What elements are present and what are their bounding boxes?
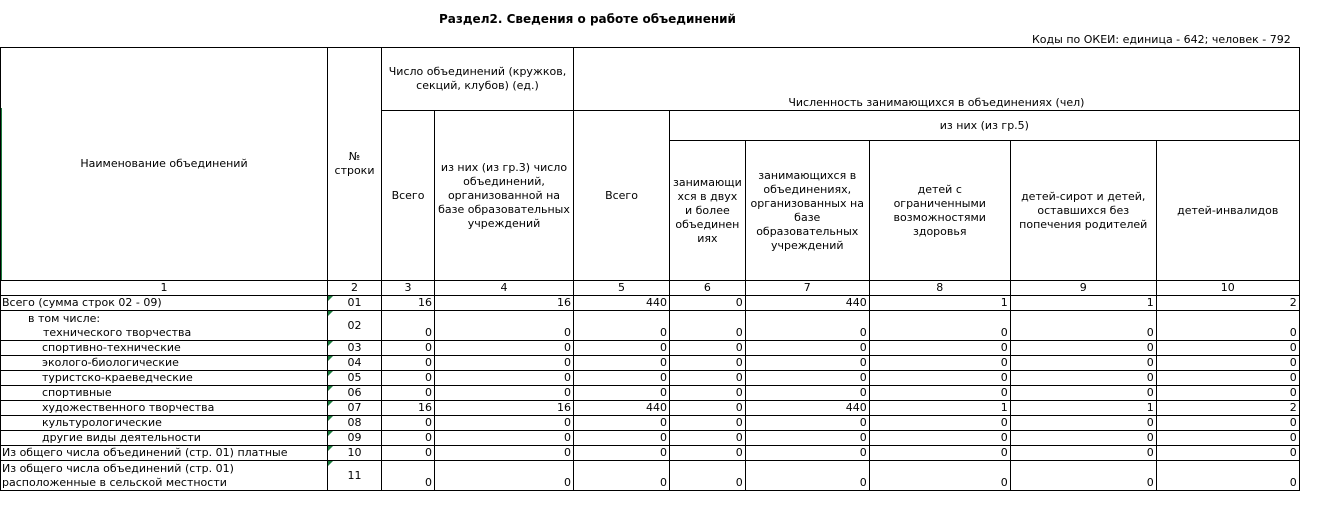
- cell-value: 0: [574, 431, 670, 446]
- cell-value: 0: [869, 371, 1010, 386]
- cell-value: 2: [1156, 296, 1299, 311]
- cell-value: 0: [745, 371, 869, 386]
- row-code: 02: [328, 311, 382, 341]
- header-two-or-more: занимающи хся в двух и более объединен иях: [670, 141, 746, 281]
- cell-value: 0: [869, 356, 1010, 371]
- cell-value: 1: [869, 296, 1010, 311]
- cell-value: 0: [869, 416, 1010, 431]
- cell-value: 0: [670, 356, 746, 371]
- header-group-count: Число объединений (кружков, секций, клубов) (ед.): [382, 48, 574, 111]
- column-number: 2: [328, 281, 382, 296]
- table-row: [1, 461, 1300, 491]
- row-name: спортивные: [1, 386, 328, 401]
- column-number: 1: [1, 281, 328, 296]
- header-participants-total: Всего: [574, 111, 670, 281]
- cell-value: 0: [1010, 416, 1156, 431]
- cell-value: 1: [1010, 401, 1156, 416]
- cell-value: 1: [869, 401, 1010, 416]
- cell-value: 0: [670, 401, 746, 416]
- cell-value: 0: [382, 461, 435, 491]
- cell-value: 0: [382, 356, 435, 371]
- column-number: 7: [745, 281, 869, 296]
- cell-value: 1: [1010, 296, 1156, 311]
- table-row: [1, 446, 1300, 461]
- column-number: 3: [382, 281, 435, 296]
- cell-value: 440: [745, 401, 869, 416]
- header-disabled-children: детей-инвалидов: [1156, 141, 1299, 281]
- cell-value: 0: [435, 431, 574, 446]
- header-disabled-opp: детей с ограниченными возможностями здоровья: [869, 141, 1010, 281]
- cell-value: 0: [670, 296, 746, 311]
- row-code: 06: [328, 386, 382, 401]
- row-code: 03: [328, 341, 382, 356]
- row-code: 01: [328, 296, 382, 311]
- row-code: 08: [328, 416, 382, 431]
- cell-value: 0: [382, 431, 435, 446]
- column-number: 10: [1156, 281, 1299, 296]
- cell-value: 0: [435, 341, 574, 356]
- cell-value: 0: [1156, 341, 1299, 356]
- cell-value: 0: [869, 386, 1010, 401]
- cell-value: 0: [670, 341, 746, 356]
- cell-value: 0: [435, 416, 574, 431]
- cell-value: 0: [574, 461, 670, 491]
- table-row: [1, 371, 1300, 386]
- cell-value: 0: [1156, 431, 1299, 446]
- cell-value: 0: [745, 386, 869, 401]
- cell-value: 0: [435, 446, 574, 461]
- cell-value: 16: [435, 296, 574, 311]
- column-number: 5: [574, 281, 670, 296]
- cell-value: 0: [382, 371, 435, 386]
- cell-value: 0: [745, 311, 869, 341]
- row-name: [1, 461, 328, 491]
- row-code: 04: [328, 356, 382, 371]
- cell-value: 0: [574, 356, 670, 371]
- cell-value: 0: [1010, 431, 1156, 446]
- cell-value: 0: [745, 431, 869, 446]
- column-number: 6: [670, 281, 746, 296]
- cell-value: 0: [1156, 386, 1299, 401]
- header-in-edu: занимающихся в объединениях, организованных на базе образовательных учреждений: [745, 141, 869, 281]
- row-code: 11: [328, 461, 382, 491]
- cell-value: 440: [574, 296, 670, 311]
- cell-value: 0: [382, 341, 435, 356]
- header-row-no: № строки: [328, 48, 382, 281]
- cell-value: 0: [670, 446, 746, 461]
- cell-value: 0: [574, 371, 670, 386]
- table-row: [1, 416, 1300, 431]
- table-row: [1, 311, 1300, 341]
- header-name: Наименование объединений: [1, 48, 328, 281]
- cell-value: 0: [574, 341, 670, 356]
- cell-value: 0: [574, 446, 670, 461]
- cell-value: 0: [745, 356, 869, 371]
- cell-value: 0: [1010, 341, 1156, 356]
- row-code: 07: [328, 401, 382, 416]
- row-name: [1, 311, 328, 341]
- cell-value: 0: [1156, 461, 1299, 491]
- section-title: Раздел2. Сведения о работе объединений: [439, 12, 736, 26]
- cell-value: 0: [574, 311, 670, 341]
- cell-value: 0: [1010, 311, 1156, 341]
- row-name-line2: расположенные в сельской местности: [2, 476, 227, 489]
- cell-value: 16: [435, 401, 574, 416]
- row-code: 05: [328, 371, 382, 386]
- table-row: [1, 401, 1300, 416]
- row-name: Из общего числа объединений (стр. 01) платные: [1, 446, 328, 461]
- column-number: 9: [1010, 281, 1156, 296]
- cell-value: 2: [1156, 401, 1299, 416]
- cell-value: 440: [745, 296, 869, 311]
- cell-value: 0: [869, 311, 1010, 341]
- cell-value: 0: [670, 371, 746, 386]
- cell-value: 0: [382, 416, 435, 431]
- cell-value: 0: [382, 311, 435, 341]
- cell-value: 0: [869, 461, 1010, 491]
- cell-value: 0: [382, 446, 435, 461]
- cell-value: 440: [574, 401, 670, 416]
- cell-value: 0: [574, 416, 670, 431]
- cell-value: 0: [435, 356, 574, 371]
- row-name-line1: в том числе:: [28, 312, 101, 325]
- table-row: [1, 341, 1300, 356]
- table-row: [1, 386, 1300, 401]
- row-name-line1: Из общего числа объединений (стр. 01): [2, 462, 234, 475]
- header-participants: Численность занимающихся в объединениях (чел): [574, 48, 1300, 111]
- cell-value: 0: [435, 461, 574, 491]
- cell-value: 0: [869, 341, 1010, 356]
- row-name: туристско-краеведческие: [1, 371, 328, 386]
- cell-value: 0: [869, 446, 1010, 461]
- cell-value: 0: [435, 371, 574, 386]
- row-name: художественного творчества: [1, 401, 328, 416]
- row-name: спортивно-технические: [1, 341, 328, 356]
- cell-value: 0: [435, 386, 574, 401]
- cell-value: 0: [574, 386, 670, 401]
- row-name-line2: технического творчества: [43, 326, 192, 339]
- cell-value: 0: [745, 416, 869, 431]
- table-row: [1, 296, 1300, 311]
- cell-value: 0: [1156, 311, 1299, 341]
- cell-value: 0: [1010, 446, 1156, 461]
- cell-value: 0: [435, 311, 574, 341]
- cell-value: 0: [869, 431, 1010, 446]
- cell-value: 0: [1156, 446, 1299, 461]
- cell-value: 0: [1010, 461, 1156, 491]
- header-of-which-gr5: из них (из гр.5): [670, 111, 1300, 141]
- cell-value: 16: [382, 401, 435, 416]
- cell-value: 0: [1010, 386, 1156, 401]
- header-of-which-edu: из них (из гр.3) число объединений, организованной на базе образовательных учреждений: [435, 111, 574, 281]
- row-name: культурологические: [1, 416, 328, 431]
- table-row: [1, 356, 1300, 371]
- okei-codes: Коды по ОКЕИ: единица - 642; человек - 792: [1032, 33, 1291, 46]
- row-code: 09: [328, 431, 382, 446]
- row-name: Всего (сумма строк 02 - 09): [1, 296, 328, 311]
- cell-value: 0: [382, 386, 435, 401]
- header-orphans: детей-сирот и детей, оставшихся без попечения родителей: [1010, 141, 1156, 281]
- table-row: [1, 431, 1300, 446]
- cell-value: 0: [670, 311, 746, 341]
- cell-value: 0: [1010, 356, 1156, 371]
- cell-value: 0: [745, 446, 869, 461]
- cell-value: 0: [1156, 371, 1299, 386]
- row-code: 10: [328, 446, 382, 461]
- row-name: эколого-биологические: [1, 356, 328, 371]
- row-name: другие виды деятельности: [1, 431, 328, 446]
- report-table: [0, 47, 1300, 491]
- cell-value: 0: [670, 431, 746, 446]
- cell-value: 0: [745, 341, 869, 356]
- cell-value: 0: [1010, 371, 1156, 386]
- cell-value: 0: [1156, 356, 1299, 371]
- cell-value: 0: [1156, 416, 1299, 431]
- cell-value: 0: [670, 461, 746, 491]
- column-number: 4: [435, 281, 574, 296]
- column-number: 8: [869, 281, 1010, 296]
- cell-value: 16: [382, 296, 435, 311]
- header-total-count: Всего: [382, 111, 435, 281]
- cell-value: 0: [670, 386, 746, 401]
- cell-value: 0: [745, 461, 869, 491]
- cell-value: 0: [670, 416, 746, 431]
